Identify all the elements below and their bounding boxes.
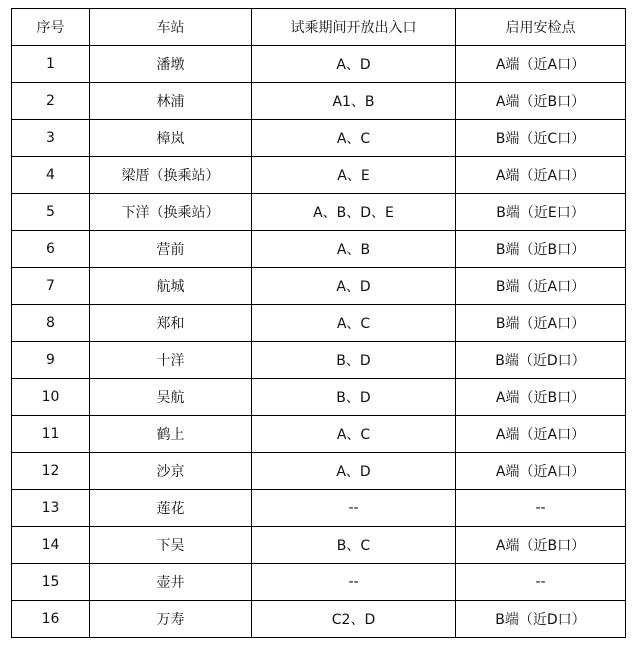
table-row: [12, 120, 626, 157]
cell-station: 下洋（换乘站）: [90, 194, 252, 231]
cell-open-entrances: A、D: [252, 46, 456, 83]
cell-index: 8: [12, 305, 90, 342]
cell-security-point: A端（近A口）: [456, 46, 626, 83]
cell-security-point: B端（近E口）: [456, 194, 626, 231]
cell-index: 14: [12, 527, 90, 564]
cell-index: 12: [12, 453, 90, 490]
cell-station: 郑和: [90, 305, 252, 342]
cell-security-point: A端（近A口）: [456, 453, 626, 490]
table-row: [12, 83, 626, 120]
cell-open-entrances: B、C: [252, 527, 456, 564]
cell-security-point: A端（近B口）: [456, 83, 626, 120]
table-row: [12, 194, 626, 231]
cell-station: 林浦: [90, 83, 252, 120]
header-index: 序号: [12, 9, 90, 46]
cell-open-entrances: A、B、D、E: [252, 194, 456, 231]
cell-security-point: A端（近A口）: [456, 157, 626, 194]
cell-index: 5: [12, 194, 90, 231]
cell-open-entrances: A、D: [252, 268, 456, 305]
cell-security-point: --: [456, 564, 626, 601]
cell-index: 4: [12, 157, 90, 194]
table-header: [12, 9, 626, 46]
cell-index: 16: [12, 601, 90, 638]
cell-open-entrances: A、C: [252, 416, 456, 453]
table-row: [12, 157, 626, 194]
cell-open-entrances: A、C: [252, 305, 456, 342]
cell-security-point: A端（近A口）: [456, 416, 626, 453]
table-row: [12, 305, 626, 342]
station-table-container: [11, 8, 626, 638]
cell-open-entrances: A、C: [252, 120, 456, 157]
cell-station: 十洋: [90, 342, 252, 379]
header-open-entrances: 试乘期间开放出入口: [252, 9, 456, 46]
table-row: [12, 46, 626, 83]
cell-index: 7: [12, 268, 90, 305]
table-body: [12, 46, 626, 638]
cell-index: 11: [12, 416, 90, 453]
cell-station: 下吴: [90, 527, 252, 564]
cell-open-entrances: A、E: [252, 157, 456, 194]
table-row: [12, 601, 626, 638]
cell-open-entrances: A、B: [252, 231, 456, 268]
cell-index: 10: [12, 379, 90, 416]
table-row: [12, 268, 626, 305]
cell-index: 6: [12, 231, 90, 268]
table-row: [12, 564, 626, 601]
cell-station: 樟岚: [90, 120, 252, 157]
cell-station: 航城: [90, 268, 252, 305]
cell-open-entrances: --: [252, 490, 456, 527]
cell-station: 吴航: [90, 379, 252, 416]
cell-station: 壶井: [90, 564, 252, 601]
cell-station: 莲花: [90, 490, 252, 527]
header-row: [12, 9, 626, 46]
cell-security-point: --: [456, 490, 626, 527]
cell-index: 13: [12, 490, 90, 527]
table-row: [12, 490, 626, 527]
cell-index: 9: [12, 342, 90, 379]
cell-open-entrances: A1、B: [252, 83, 456, 120]
cell-station: 鹤上: [90, 416, 252, 453]
cell-open-entrances: C2、D: [252, 601, 456, 638]
cell-security-point: A端（近B口）: [456, 527, 626, 564]
header-station: 车站: [90, 9, 252, 46]
cell-open-entrances: --: [252, 564, 456, 601]
cell-index: 3: [12, 120, 90, 157]
table-row: [12, 453, 626, 490]
table-row: [12, 416, 626, 453]
cell-index: 15: [12, 564, 90, 601]
cell-station: 营前: [90, 231, 252, 268]
station-table: [11, 8, 626, 638]
cell-open-entrances: B、D: [252, 379, 456, 416]
table-row: [12, 527, 626, 564]
cell-station: 万寿: [90, 601, 252, 638]
header-security-point: 启用安检点: [456, 9, 626, 46]
cell-index: 1: [12, 46, 90, 83]
cell-station: 梁厝（换乘站）: [90, 157, 252, 194]
table-row: [12, 379, 626, 416]
cell-security-point: B端（近C口）: [456, 120, 626, 157]
table-row: [12, 231, 626, 268]
cell-security-point: B端（近D口）: [456, 342, 626, 379]
table-row: [12, 342, 626, 379]
cell-security-point: B端（近B口）: [456, 231, 626, 268]
cell-open-entrances: B、D: [252, 342, 456, 379]
cell-security-point: B端（近D口）: [456, 601, 626, 638]
cell-security-point: A端（近B口）: [456, 379, 626, 416]
cell-security-point: B端（近A口）: [456, 268, 626, 305]
cell-station: 沙京: [90, 453, 252, 490]
cell-open-entrances: A、D: [252, 453, 456, 490]
cell-index: 2: [12, 83, 90, 120]
cell-security-point: B端（近A口）: [456, 305, 626, 342]
cell-station: 潘墩: [90, 46, 252, 83]
